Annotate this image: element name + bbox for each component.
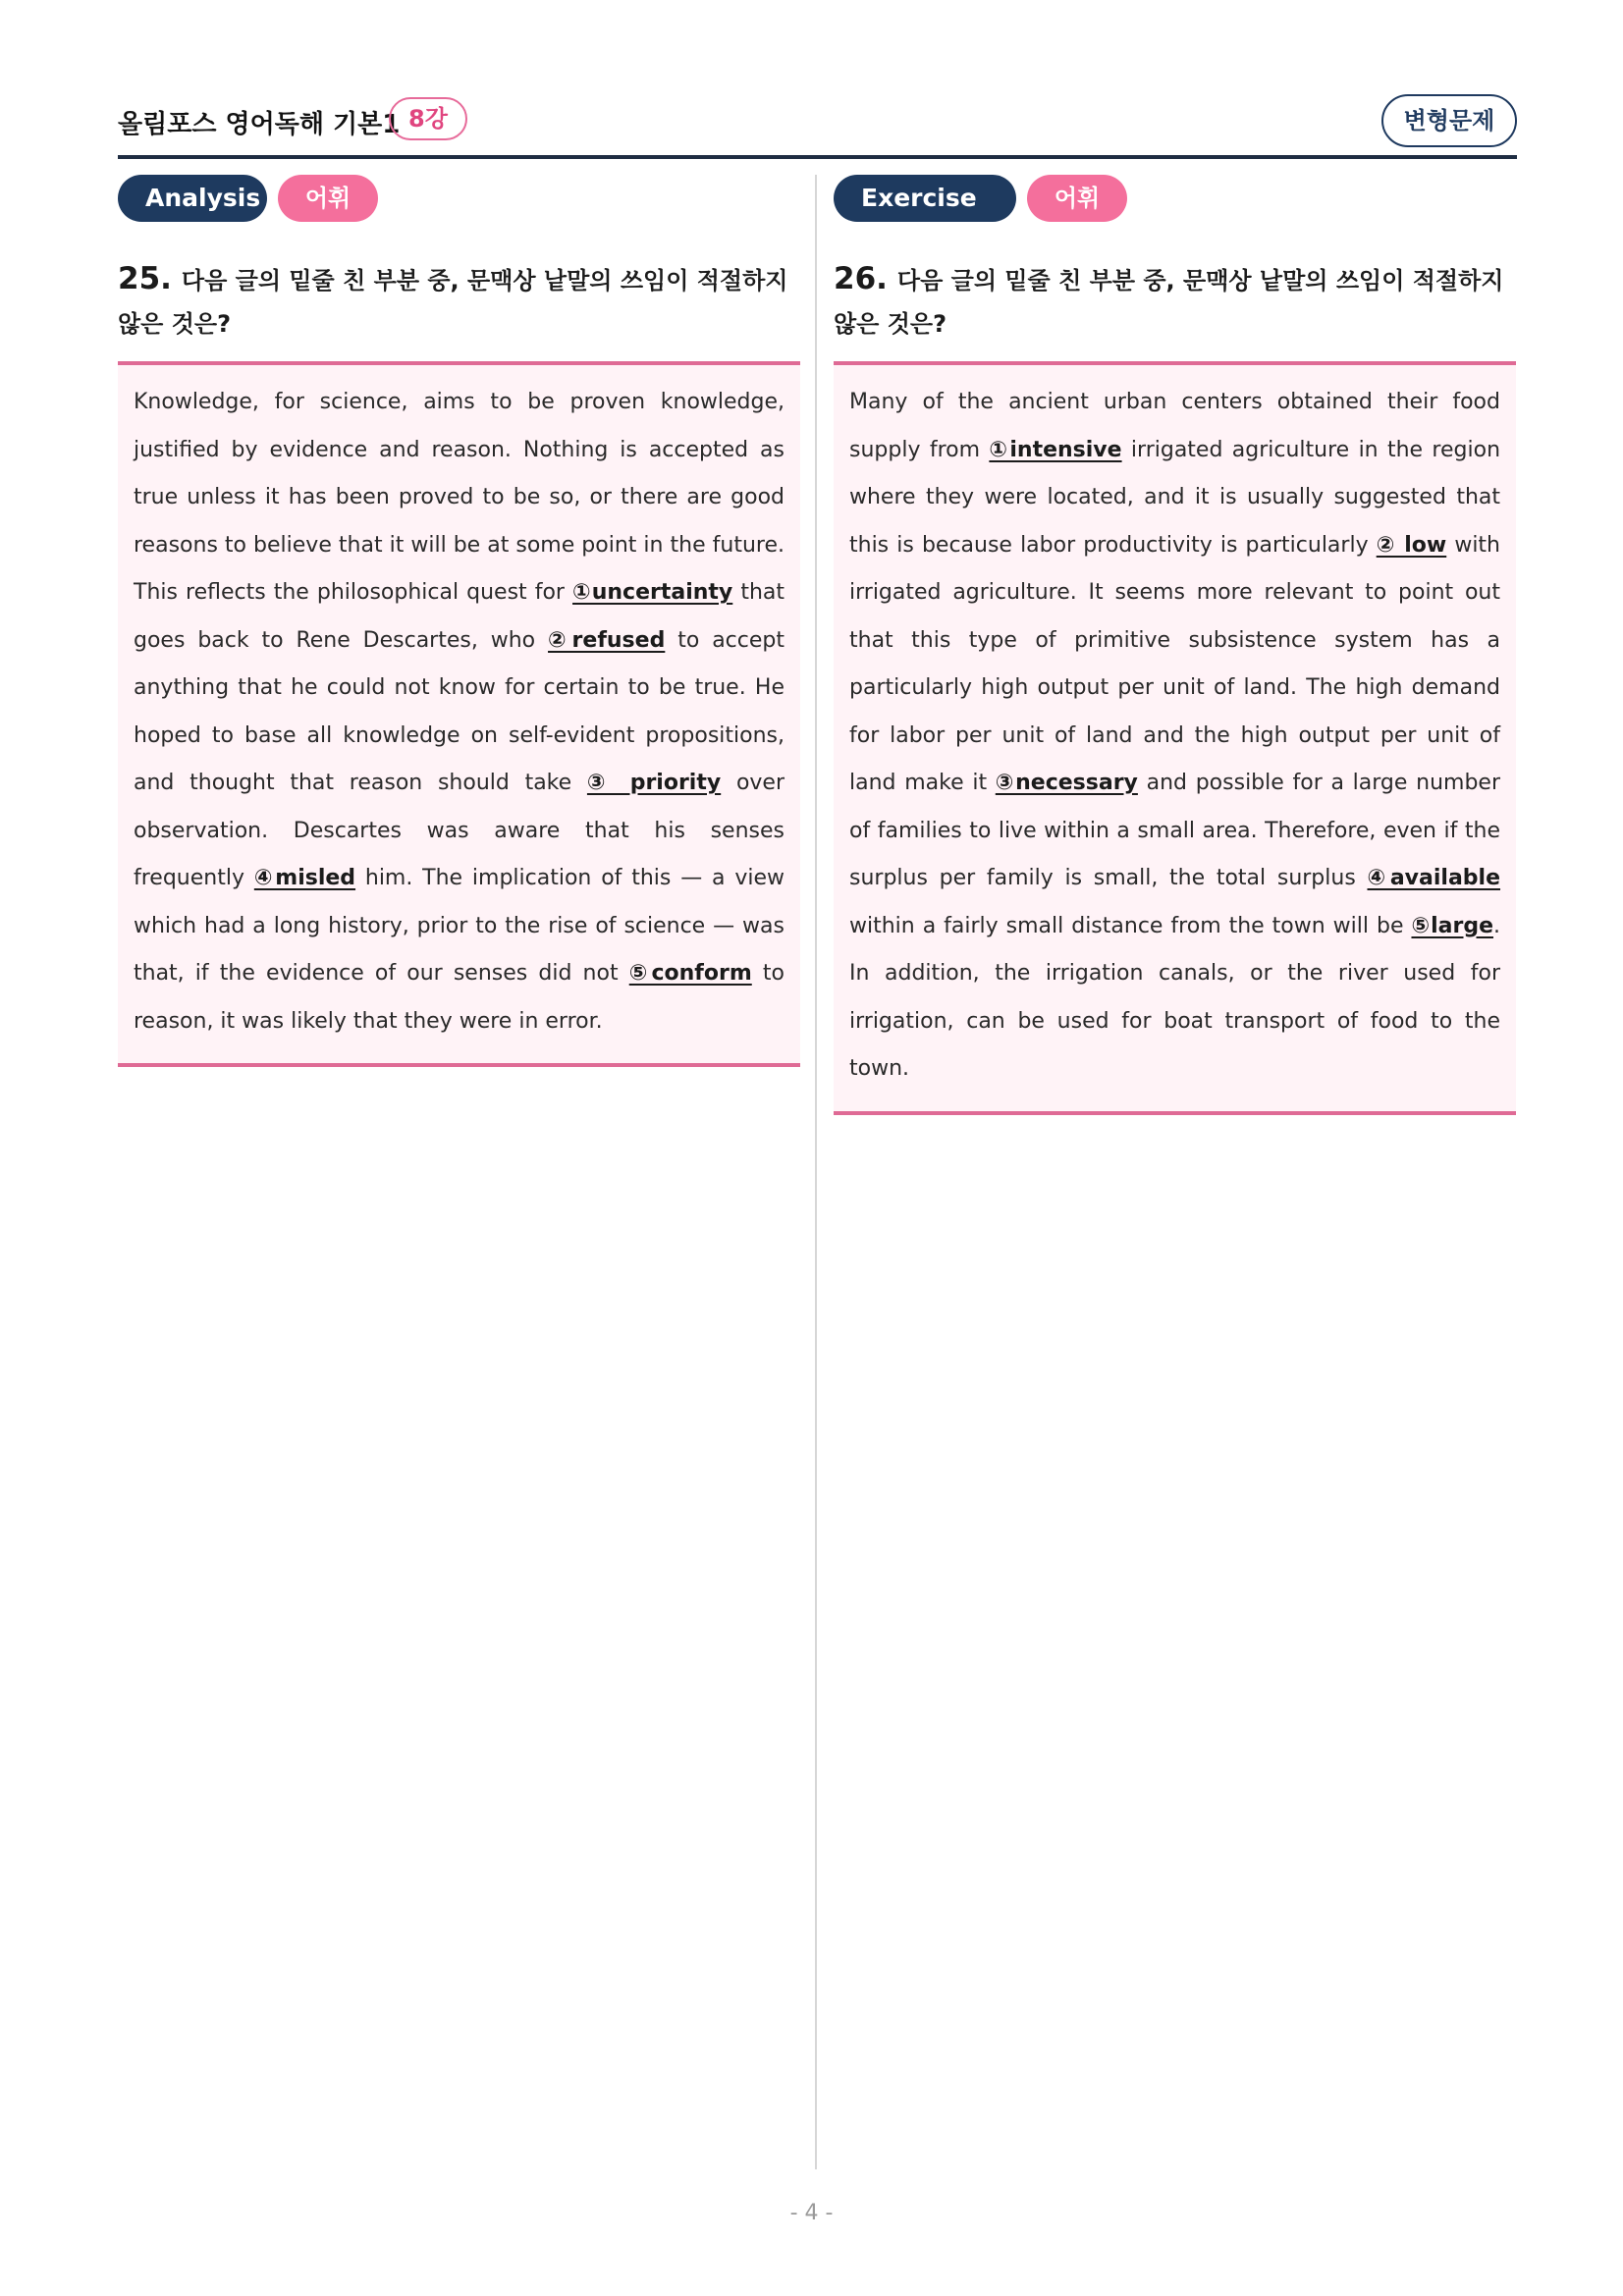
left-column [118,175,800,1067]
exercise-tag: Exercise 01 [834,175,1016,222]
question-26 [834,257,1516,365]
passage-text [134,379,784,1045]
passage-segment: irrigated agriculture in the region where they were located, and it is usually suggested that this is because labor productivity is particularly [849,437,1501,558]
type-badge: 변형문제 [1381,94,1517,147]
lesson-badge: 8강 [389,97,467,140]
vocabulary-tag: 어휘 [1027,175,1127,222]
passage-segment: to reason, it was likely that they were in error. [134,961,784,1034]
underlined-word-4: ④misled [253,866,356,890]
passage-segment: . In addition, the irrigation canals, or the river used for irrigation, can be used for boat transport of food to the town. [849,913,1500,1081]
passage-segment: Knowledge, for science, aims to be proven knowledge, justified by evidence and reason. Nothing is accepted as true unless it has been proved to be so, or there are good reasons to believe that it will be at some point in the future. This reflects the philosophical quest for [134,390,784,605]
question-text: 다음 글의 밑줄 친 부분 중, 문맥상 낱말의 쓰임이 적절하지 않은 것은? [834,267,1504,338]
underlined-word-1: ①uncertainty [572,580,733,605]
left-tag-row [118,175,800,222]
passage-26 [834,365,1516,1115]
analysis-tag: Analysis [118,175,267,222]
right-column [834,175,1516,1115]
right-tag-row [834,175,1516,259]
underlined-word-4: ④available [1367,866,1501,890]
passage-segment: and possible for a large number of families to live within a small area. Therefore, even if the surplus per family is small, the total surplus [849,771,1500,890]
question-number: 26. [834,261,888,296]
passage-segment: him. The implication of this — a view which had a long history, prior to the rise of science — was that, if the evidence of our senses did not [134,866,784,986]
passage-segment: over observation. Descartes was aware that his senses frequently [134,771,784,890]
question-number: 25. [118,261,172,296]
page-number: - 4 - [789,2201,834,2225]
question-25 [118,257,800,365]
underlined-word-3: ③necessary [995,771,1138,795]
passage-text [849,379,1500,1094]
underlined-word-2: ②refused [548,627,666,653]
underlined-word-5: ⑤large [1411,913,1493,938]
question-text: 다음 글의 밑줄 친 부분 중, 문맥상 낱말의 쓰임이 적절하지 않은 것은? [118,267,788,338]
passage-segment: within a fairly small distance from the town will be [849,913,1412,938]
header-rule [118,155,1517,159]
passage-segment: to accept anything that he could not know for certain to be true. He hoped to base all knowledge on self-evident propositions, and thought that reason should take [134,627,784,795]
underlined-word-5: ⑤conform [628,961,752,986]
passage-segment: with irrigated agriculture. It seems more relevant to point out that this type of primitive subsistence system has a particularly high output per unit of land. The high demand for labor per unit of land and the high output per unit of land make it [849,532,1501,795]
book-title: 올림포스 영어독해 기본1 [118,110,401,139]
underlined-word-3: ③ priority [586,771,722,795]
underlined-word-2: ② low [1376,532,1447,558]
column-divider [815,175,817,2169]
passage-segment: Many of the ancient urban centers obtained their food supply from [849,390,1500,462]
passage-segment: that goes back to Rene Descartes, who [134,580,785,653]
vocabulary-tag: 어휘 [278,175,378,222]
page-header [118,94,1517,155]
underlined-word-1: ①intensive [989,437,1122,462]
passage-25 [118,365,800,1067]
